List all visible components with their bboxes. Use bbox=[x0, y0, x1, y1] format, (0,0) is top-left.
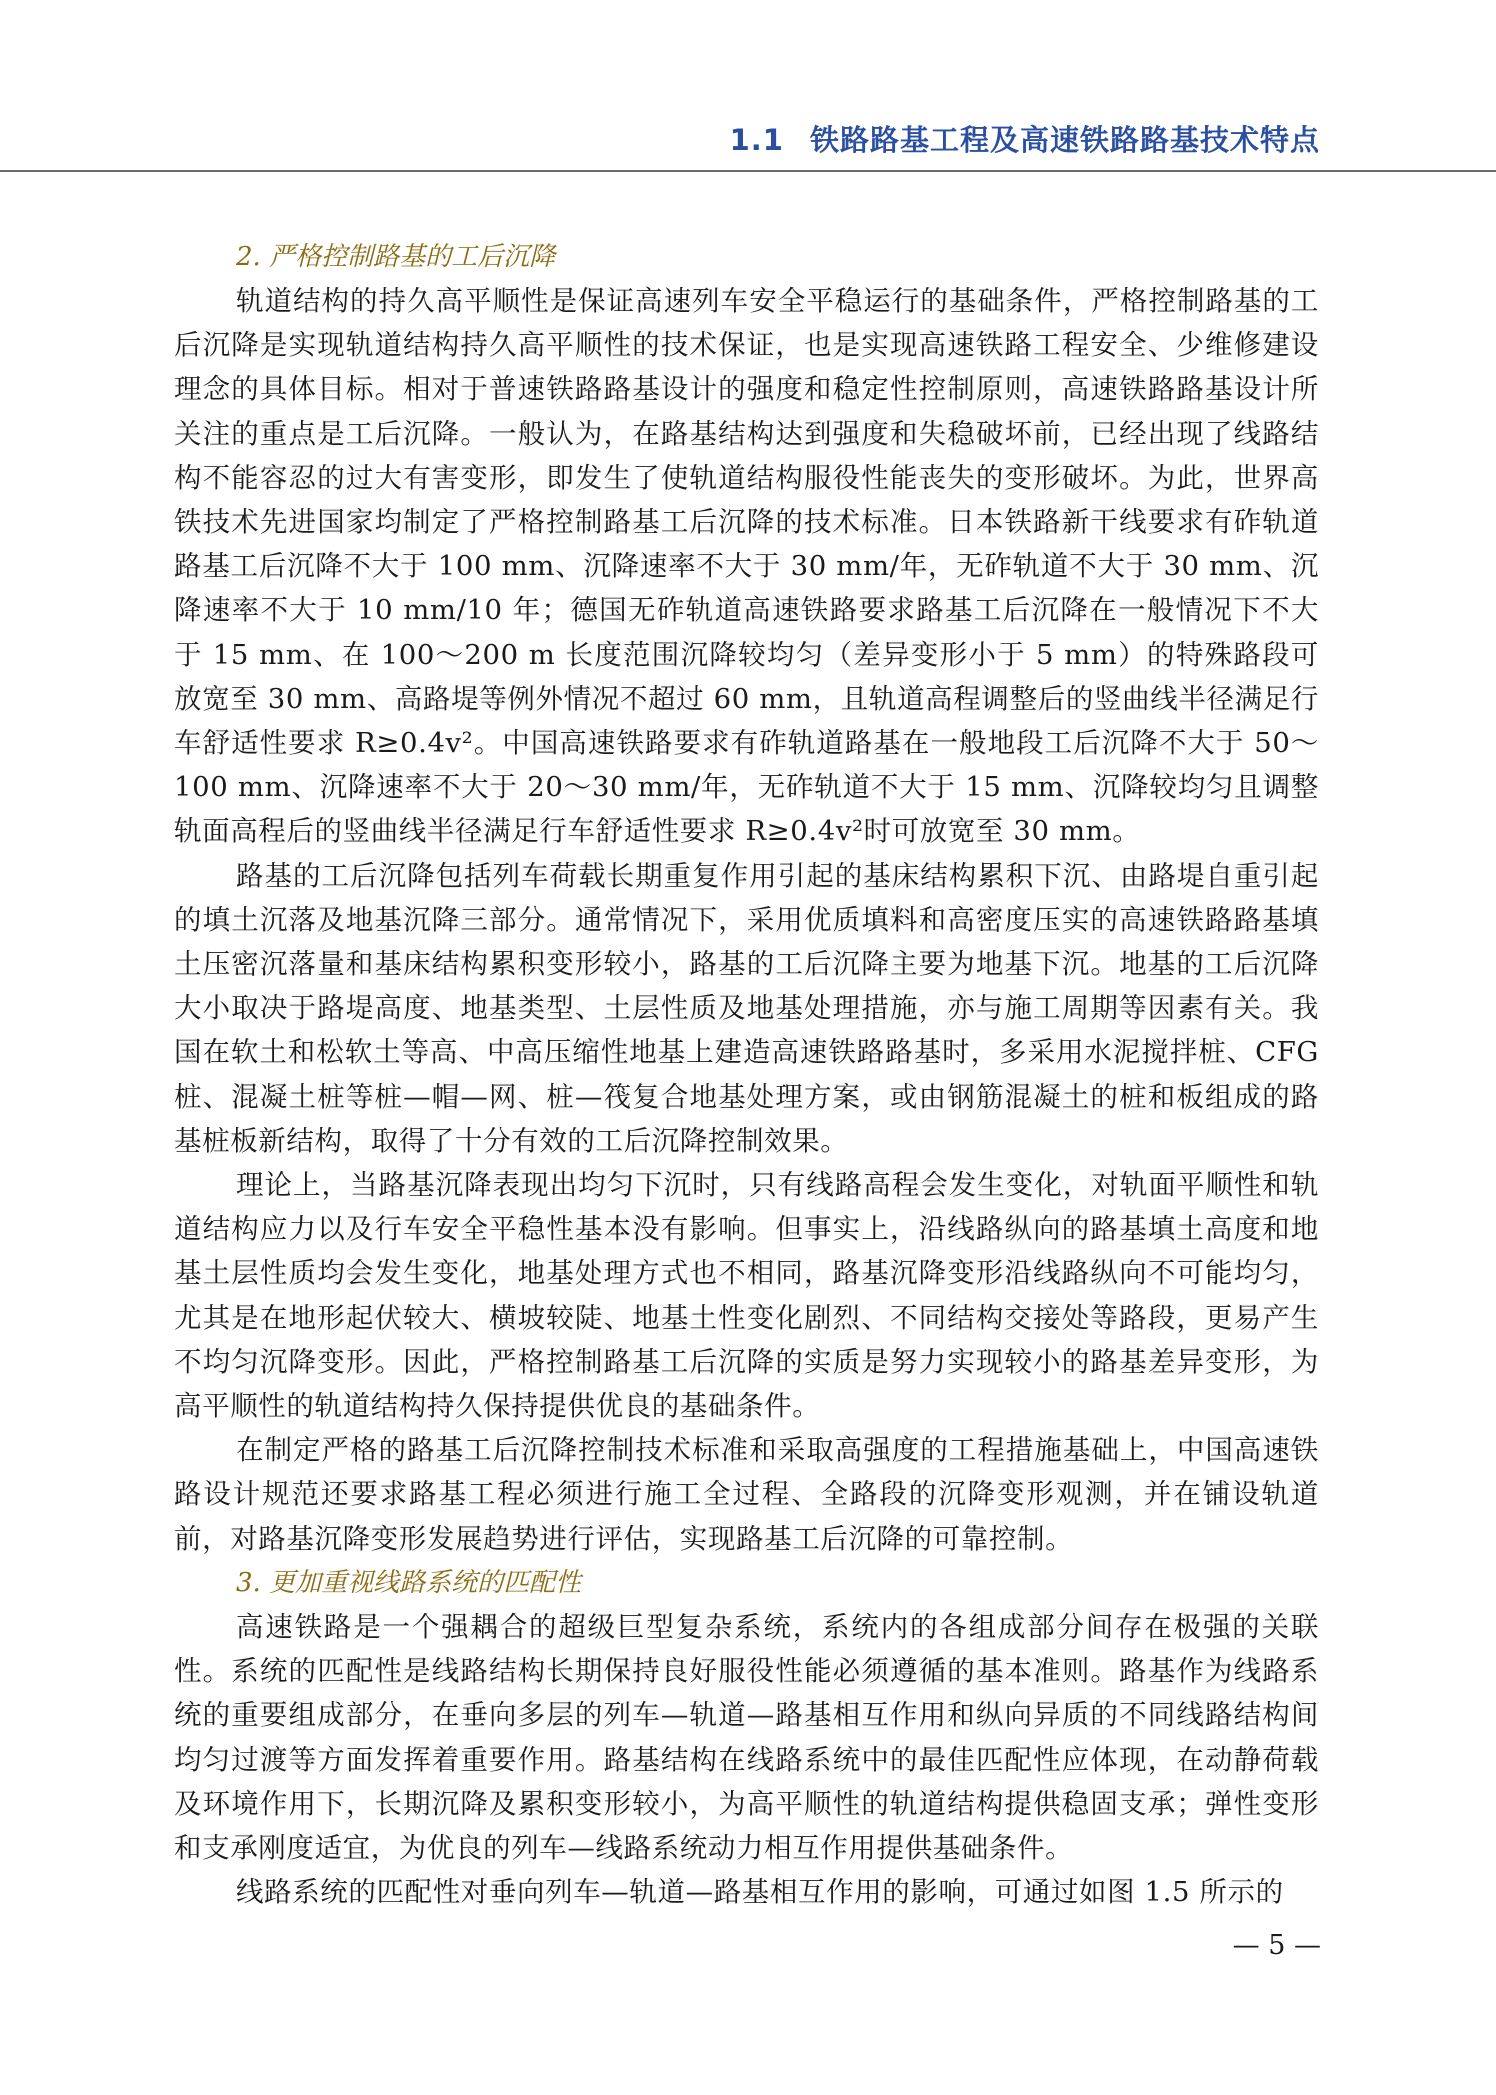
section-number: 1.1 bbox=[729, 123, 784, 157]
page-number: — 5 — bbox=[1232, 1930, 1321, 1961]
section-title: 铁路路基工程及高速铁路路基技术特点 bbox=[809, 123, 1320, 157]
header-rule bbox=[0, 170, 1496, 172]
paragraph: 理论上，当路基沉降表现出均匀下沉时，只有线路高程会发生变化，对轨面平顺性和轨道结构应力以及行车安全平稳性基本没有影响。但事实上，沿线路纵向的路基填土高度和地基土层性质均会发生变化，地基处理方式也不相同，路基沉降变形沿线路纵向不可能均匀，尤其是在地形起伏较大、横坡较陡、地基土性变化剧烈、不同结构交接处等路段，更易产生不均匀沉降变形。因此，严格控制路基工后沉降的实质是努力实现较小的路基差异变形，为高平顺性的轨道结构持久保持提供优良的基础条件。 bbox=[174, 1169, 1319, 1423]
paragraph: 在制定严格的路基工后沉降控制技术标准和采取高强度的工程措施基础上，中国高速铁路设计规范还要求路基工程必须进行施工全过程、全路段的沉降变形观测，并在铺设轨道前，对路基沉降变形发展趋势进行评估，实现路基工后沉降的可靠控制。 bbox=[174, 1434, 1319, 1555]
paragraph: 线路系统的匹配性对垂向列车—轨道—路基相互作用的影响，可通过如图 1.5 所示的 bbox=[236, 1876, 1284, 1909]
section-heading: 2. 严格控制路基的工后沉降 bbox=[236, 242, 556, 272]
paragraph: 路基的工后沉降包括列车荷载长期重复作用引起的基床结构累积下沉、由路堤自重引起的填土沉落及地基沉降三部分。通常情况下，采用优质填料和高密度压实的高速铁路路基填土压密沉落量和基床结构累积变形较小，路基的工后沉降主要为地基下沉。地基的工后沉降大小取决于路堤高度、地基类型、土层性质及地基处理措施，亦与施工周期等因素有关。我国在软土和松软土等高、中高压缩性地基上建造高速铁路路基时，多采用水泥搅拌桩、CFG 桩、混凝土桩等桩—帽—网、桩—筏复合地基处理方案，或由钢筋混凝土的桩和板组成的路基桩板新结构，取得了十分有效的工后沉降控制效果。 bbox=[174, 859, 1319, 1157]
running-header bbox=[0, 118, 1496, 176]
body-text bbox=[174, 235, 1319, 1914]
section-heading: 3. 更加重视线路系统的匹配性 bbox=[236, 1567, 582, 1598]
running-header-title bbox=[730, 118, 1320, 159]
paragraph: 高速铁路是一个强耦合的超级巨型复杂系统，系统内的各组成部分间存在极强的关联性。系统的匹配性是线路结构长期保持良好服役性能必须遵循的基本准则。路基作为线路系统的重要组成部分，在垂向多层的列车—轨道—路基相互作用和纵向异质的不同线路结构间均匀过渡等方面发挥着重要作用。路基结构在线路系统中的最佳匹配性应体现，在动静荷载及环境作用下，长期沉降及累积变形较小，为高平顺性的轨道结构提供稳固支承；弹性变形和支承刚度适宜，为优良的列车—线路系统动力相互作用提供基础条件。 bbox=[174, 1610, 1319, 1864]
paragraph: 轨道结构的持久高平顺性是保证高速列车安全平稳运行的基础条件，严格控制路基的工后沉降是实现轨道结构持久高平顺性的技术保证，也是实现高速铁路工程安全、少维修建设理念的具体目标。相对于普速铁路路基设计的强度和稳定性控制原则，高速铁路路基设计所关注的重点是工后沉降。一般认为，在路基结构达到强度和失稳破坏前，已经出现了线路结构不能容忍的过大有害变形，即发生了使轨道结构服役性能丧失的变形破坏。为此，世界高铁技术先进国家均制定了严格控制路基工后沉降的技术标准。日本铁路新干线要求有砟轨道路基工后沉降不大于 100 mm、沉降速率不大于 30 mm/年，无砟轨道不大于 30 mm、沉降速率不大于 10 mm/10 年；德国无砟轨道高速铁路要求路基工后沉降在一般情况下不大于 15 mm、在 100～200 m 长度范围沉降较均匀（差异变形小于 5 mm）的特殊路段可放宽至 30 mm、高路堤等例外情况不超过 60 mm，且轨道高程调整后的竖曲线半径满足行车舒适性要求 R≥0.4v²。中国高速铁路要求有砟轨道路基在一般地段工后沉降不大于 50～100 mm、沉降速率不大于 20～30 mm/年，无砟轨道不大于 15 mm、沉降较均匀且调整轨面高程后的竖曲线半径满足行车舒适性要求 R≥0.4v²时可放宽至 30 mm。 bbox=[174, 285, 1319, 848]
